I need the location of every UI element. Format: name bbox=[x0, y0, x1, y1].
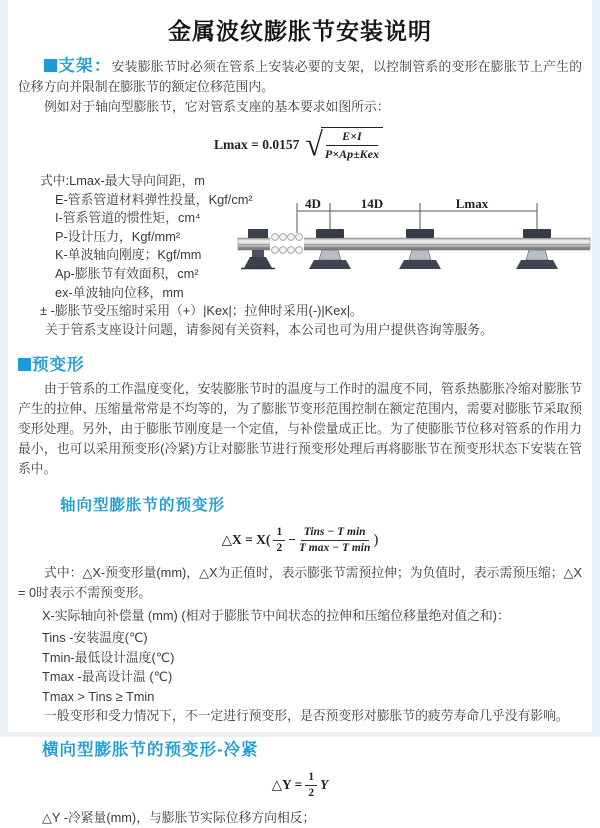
one-half-fraction: $\frac{1}{2}$ bbox=[273, 525, 285, 555]
predeform-section-label: 预变形 bbox=[32, 356, 85, 375]
lateral-predeform-formula bbox=[272, 770, 329, 800]
definition-line: 式中:Lmax-最大导向间距，m bbox=[40, 173, 205, 188]
axial-note-line: 一般变形和受力情况下，不一定进行预变形，是否预变形对膨胀节的疲劳寿命几乎没有影响。 bbox=[44, 708, 569, 724]
support-section-heading bbox=[44, 59, 112, 74]
t-definition-line: Tmin-最低设计温度(℃) bbox=[42, 649, 175, 665]
square-root-icon: √ bbox=[305, 125, 323, 163]
axial-predeform-formula bbox=[222, 525, 379, 555]
t-definition-line: Tmax > Tins ≥ Tmin bbox=[42, 688, 155, 704]
t-definition-line: Tmax -最高设计温 (℃) bbox=[42, 669, 173, 685]
section-marker-icon bbox=[18, 358, 31, 371]
definition-line: P-设计压力，Kgf/mm² bbox=[55, 228, 181, 244]
page-right-border bbox=[592, 0, 600, 737]
definition-line: ± -膨胀节受压缩时采用（+）|Kex|；拉伸时采用(-)|Kex|。 bbox=[40, 303, 363, 319]
axial-predeform-heading: 轴向型膨胀节的预变形 bbox=[60, 497, 226, 515]
formula-lhs: △X = X( bbox=[221, 532, 271, 548]
formula-definitions-zone bbox=[18, 172, 582, 339]
support-section-paragraph bbox=[18, 56, 582, 97]
definition-line: K-单波轴向刚度；Kgf/mm bbox=[55, 247, 202, 263]
support-intro-text: 安装膨胀节时必须在管系上安装必要的支架，以控制管系的变形在膨胀节上产生的位移方向并限制在膨胀节的额定位移范围内。 bbox=[18, 59, 583, 94]
document-page bbox=[8, 0, 592, 828]
pipe-support-diagram bbox=[214, 198, 594, 282]
formula-rhs: Y bbox=[320, 777, 329, 793]
definition-line: I-管系管道的惯性矩，cm⁴ bbox=[55, 210, 201, 226]
dimension-label-14d: 14D bbox=[360, 198, 384, 211]
lateral-predeform-heading: 横向型膨胀节的预变形-冷紧 bbox=[42, 741, 259, 760]
dimension-label-lmax: Lmax bbox=[455, 198, 489, 211]
formula-lhs: Lmax = 0.0157 bbox=[214, 136, 300, 152]
support-example-line: 例如对于轴向型膨胀节，它对管系支座的基本要求如图所示： bbox=[44, 99, 390, 114]
formula-denominator: P×Ap±Kex bbox=[324, 147, 379, 161]
definition-line: ex-单波轴向位移，mm bbox=[55, 284, 184, 300]
bellows-icon bbox=[270, 233, 304, 255]
temperature-definitions bbox=[42, 628, 582, 706]
dimension-label-4d: 4D bbox=[305, 198, 321, 211]
one-half-fraction: $\frac{1}{2}$ bbox=[305, 770, 317, 800]
lmax-formula bbox=[214, 127, 383, 162]
minus-sign: − bbox=[288, 532, 296, 548]
definition-line: Ap-膨胀节有效面积，cm² bbox=[55, 265, 199, 281]
definition-line: 关于管系支座设计问题，请参阅有关资料，本公司也可为用户提供咨询等服务。 bbox=[45, 321, 493, 337]
t-definition-line: Tins -安装温度(℃) bbox=[42, 630, 148, 646]
formula-numerator: E×I bbox=[326, 129, 378, 146]
section-marker-icon bbox=[44, 59, 57, 72]
predeform-section-heading bbox=[18, 351, 582, 375]
page-title: 金属波纹膨胀节安装说明 bbox=[168, 18, 432, 44]
temperature-fraction: $\frac{\text{Tins − T min}}{\text{T max − T min}}$ bbox=[298, 526, 371, 554]
formula-sqrt-fraction bbox=[321, 127, 383, 162]
axial-explain-paragraph: 式中：△X-预变形量(mm)，△X为正值时，表示膨张节需预拉伸；为负值时，表示需预压缩；△X = 0时表示不需预变形。 bbox=[18, 565, 582, 601]
lateral-note-line: △Y -冷紧量(mm)，与膨胀节实际位移方向相反； bbox=[42, 810, 316, 826]
page-left-border bbox=[0, 0, 8, 737]
support-section-label: 支架： bbox=[58, 57, 112, 75]
predeform-paragraph: 由于管系的工作温度变化，安装膨胀节时的温度与工作时的温度不同，管系热膨胀冷缩对膨胀节产生的拉伸、压缩量常常是不均等的，为了膨胀节变形范围控制在额定范围内，需要对膨胀节采取预变形处理。另外，由于膨胀节刚度是一个定值，与补偿量成正比。为了使膨胀节位移对管系的作用力最小，也可以采用预变形(冷紧)方让对膨胀节进行预变形处理后再将膨胀节在预变形状态下安装在管系中。 bbox=[18, 381, 582, 477]
formula-lhs: △Y = bbox=[271, 777, 303, 793]
formula-rhs: ) bbox=[373, 531, 379, 548]
definition-line: E-管系管道材料弹性投量，Kgf/cm² bbox=[55, 191, 253, 207]
x-definition-line: X-实际轴向补偿量 (mm) (相对于膨胀节中间状态的拉伸和压缩位移量绝对值之和)： bbox=[42, 608, 510, 624]
